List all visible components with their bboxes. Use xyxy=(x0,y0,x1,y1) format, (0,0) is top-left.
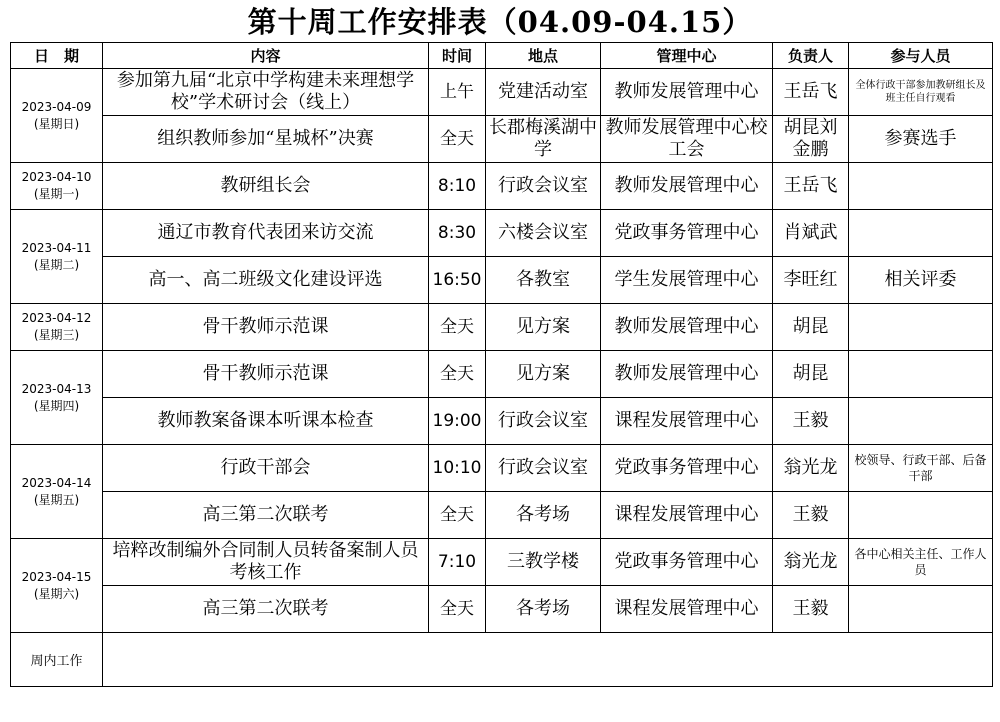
table-row xyxy=(11,304,993,351)
participants-cell: 校领导、行政干部、后备干部 xyxy=(849,445,993,492)
date-cell xyxy=(11,351,103,445)
owner-cell: 翁光龙 xyxy=(773,539,849,586)
place-cell: 长郡梅溪湖中学 xyxy=(486,116,601,163)
participants-cell xyxy=(849,586,993,633)
weekday-text: (星期五) xyxy=(33,492,80,507)
date-text: 2023-04-12 xyxy=(21,311,92,325)
header-owner: 负责人 xyxy=(773,43,849,69)
place-cell: 见方案 xyxy=(486,351,601,398)
content-cell: 骨干教师示范课 xyxy=(103,351,429,398)
participants-cell: 各中心相关主任、工作人员 xyxy=(849,539,993,586)
time-cell: 10:10 xyxy=(429,445,486,492)
participants-cell xyxy=(849,304,993,351)
date-cell xyxy=(11,69,103,163)
weekday-text: (星期日) xyxy=(33,116,80,131)
content-cell: 高三第二次联考 xyxy=(103,492,429,539)
time-cell: 16:50 xyxy=(429,257,486,304)
table-row xyxy=(11,539,993,586)
table-row xyxy=(11,116,993,163)
table-row xyxy=(11,586,993,633)
time-cell: 全天 xyxy=(429,492,486,539)
center-cell: 党政事务管理中心 xyxy=(601,210,773,257)
center-cell: 教师发展管理中心 xyxy=(601,69,773,116)
table-row xyxy=(11,69,993,116)
place-cell: 行政会议室 xyxy=(486,163,601,210)
content-cell: 骨干教师示范课 xyxy=(103,304,429,351)
center-cell: 教师发展管理中心 xyxy=(601,351,773,398)
time-cell: 8:30 xyxy=(429,210,486,257)
content-cell: 教研组长会 xyxy=(103,163,429,210)
owner-cell: 王岳飞 xyxy=(773,163,849,210)
place-cell: 行政会议室 xyxy=(486,445,601,492)
center-cell: 课程发展管理中心 xyxy=(601,492,773,539)
owner-cell: 肖斌武 xyxy=(773,210,849,257)
owner-cell: 胡昆 xyxy=(773,351,849,398)
weekday-text: (星期三) xyxy=(33,328,80,342)
date-cell xyxy=(11,210,103,304)
date-cell xyxy=(11,163,103,210)
participants-cell: 参赛选手 xyxy=(849,116,993,163)
center-cell: 教师发展管理中心 xyxy=(601,163,773,210)
header-center: 管理中心 xyxy=(601,43,773,69)
table-row xyxy=(11,210,993,257)
content-cell: 培粹改制编外合同制人员转备案制人员考核工作 xyxy=(103,539,429,586)
owner-cell: 王毅 xyxy=(773,398,849,445)
place-cell: 行政会议室 xyxy=(486,398,601,445)
owner-cell: 王毅 xyxy=(773,492,849,539)
center-cell: 党政事务管理中心 xyxy=(601,445,773,492)
table-row xyxy=(11,398,993,445)
header-time: 时间 xyxy=(429,43,486,69)
content-cell: 高一、高二班级文化建设评选 xyxy=(103,257,429,304)
time-cell: 全天 xyxy=(429,304,486,351)
owner-cell: 李旺红 xyxy=(773,257,849,304)
center-cell: 课程发展管理中心 xyxy=(601,586,773,633)
center-cell: 课程发展管理中心 xyxy=(601,398,773,445)
header-date: 日 期 xyxy=(11,43,103,69)
owner-cell: 胡昆 xyxy=(773,304,849,351)
participants-cell: 全体行政干部参加教研组长及班主任自行观看 xyxy=(849,69,993,116)
center-cell: 学生发展管理中心 xyxy=(601,257,773,304)
weekday-text: (星期二) xyxy=(33,257,80,272)
time-cell: 7:10 xyxy=(429,539,486,586)
time-cell: 全天 xyxy=(429,351,486,398)
time-cell: 上午 xyxy=(429,69,486,116)
content-cell: 教师教案备课本听课本检查 xyxy=(103,398,429,445)
date-cell xyxy=(11,539,103,633)
place-cell: 各考场 xyxy=(486,586,601,633)
date-text: 2023-04-09 xyxy=(21,99,92,114)
time-cell: 全天 xyxy=(429,586,486,633)
header-row xyxy=(11,43,993,69)
table-row xyxy=(11,163,993,210)
content-cell: 参加第九届“北京中学构建未来理想学校”学术研讨会（线上） xyxy=(103,69,429,116)
table-row xyxy=(11,351,993,398)
owner-cell: 王岳飞 xyxy=(773,69,849,116)
time-cell: 8:10 xyxy=(429,163,486,210)
date-text: 2023-04-15 xyxy=(21,569,92,584)
table-row xyxy=(11,492,993,539)
date-cell xyxy=(11,445,103,539)
time-cell: 全天 xyxy=(429,116,486,163)
content-cell: 高三第二次联考 xyxy=(103,586,429,633)
participants-cell: 相关评委 xyxy=(849,257,993,304)
weekday-text: (星期四) xyxy=(33,398,80,413)
owner-cell: 王毅 xyxy=(773,586,849,633)
header-content: 内容 xyxy=(103,43,429,69)
place-cell: 各考场 xyxy=(486,492,601,539)
center-cell: 党政事务管理中心 xyxy=(601,539,773,586)
center-cell: 教师发展管理中心 xyxy=(601,304,773,351)
weekly-work-content xyxy=(103,633,993,687)
date-text: 2023-04-13 xyxy=(21,381,92,396)
place-cell: 三教学楼 xyxy=(486,539,601,586)
date-cell xyxy=(11,304,103,351)
content-cell: 组织教师参加“星城杯”决赛 xyxy=(103,116,429,163)
center-cell: 教师发展管理中心校工会 xyxy=(601,116,773,163)
place-cell: 各教室 xyxy=(486,257,601,304)
content-cell: 行政干部会 xyxy=(103,445,429,492)
page-title: 第十周工作安排表（04.09-04.15） xyxy=(247,5,753,39)
weekly-work-row xyxy=(11,633,993,687)
participants-cell xyxy=(849,351,993,398)
table-row xyxy=(11,445,993,492)
place-cell: 党建活动室 xyxy=(486,69,601,116)
header-participants: 参与人员 xyxy=(849,43,993,69)
participants-cell xyxy=(849,163,993,210)
owner-cell: 翁光龙 xyxy=(773,445,849,492)
date-text: 2023-04-11 xyxy=(21,240,92,255)
weekday-text: (星期一) xyxy=(33,187,80,201)
time-cell: 19:00 xyxy=(429,398,486,445)
place-cell: 见方案 xyxy=(486,304,601,351)
participants-cell xyxy=(849,210,993,257)
weekly-work-label: 周内工作 xyxy=(11,633,103,687)
date-text: 2023-04-14 xyxy=(21,475,92,490)
table-row xyxy=(11,257,993,304)
schedule-table xyxy=(10,42,993,687)
owner-cell: 胡昆刘金鹏 xyxy=(773,116,849,163)
place-cell: 六楼会议室 xyxy=(486,210,601,257)
weekday-text: (星期六) xyxy=(33,586,80,601)
header-place: 地点 xyxy=(486,43,601,69)
participants-cell xyxy=(849,492,993,539)
date-text: 2023-04-10 xyxy=(21,170,92,184)
participants-cell xyxy=(849,398,993,445)
content-cell: 通辽市教育代表团来访交流 xyxy=(103,210,429,257)
